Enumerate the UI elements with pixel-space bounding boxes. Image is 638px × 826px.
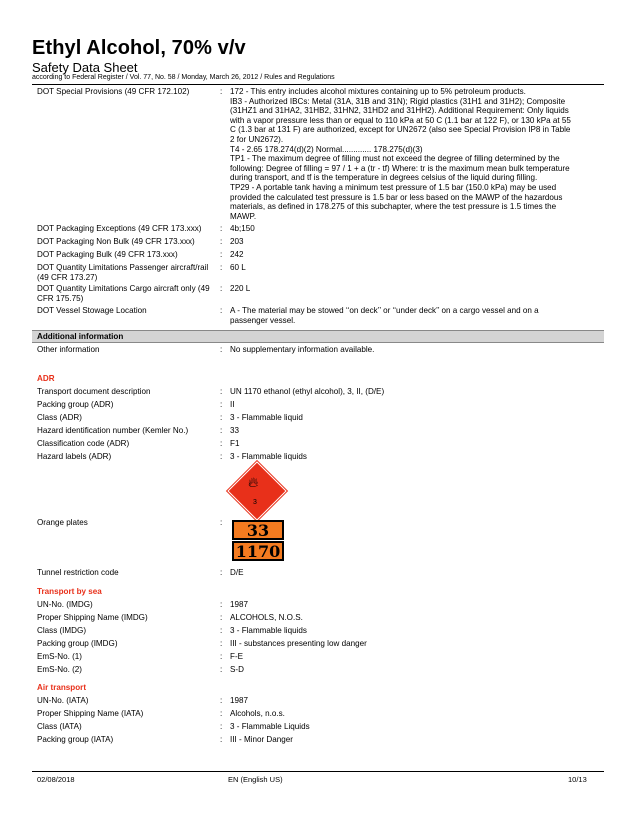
provision-line: (31HZ1 and 31HA2, 31HB2, 31HN2, 31HD2 and 31HH2). Additional Requirement: Only liquids bbox=[230, 106, 569, 116]
provision-line: T4 - 2.65 178.274(d)(2) Normal............. 178.275(d)(3) bbox=[230, 144, 423, 154]
flammable-liquid-hazard-label bbox=[228, 462, 284, 518]
row-label: DOT Special Provisions (49 CFR 172.102) bbox=[37, 87, 190, 96]
section-heading: Additional information bbox=[37, 332, 124, 341]
regulation-line: according to Federal Register / Vol. 77, No. 58 / Monday, March 26, 2012 / Rules and Regulations bbox=[32, 74, 335, 81]
footer-page-number: 10/13 bbox=[568, 775, 587, 784]
row-colon: : bbox=[220, 224, 223, 233]
label-line: DOT Quantity Limitations Passenger aircraft/rail bbox=[37, 263, 209, 272]
row-value: F1 bbox=[230, 439, 240, 448]
orange-plate-un-number: 1170 bbox=[232, 541, 284, 561]
document-subtitle: Safety Data Sheet bbox=[32, 60, 138, 75]
row-value: ALCOHOLS, N.O.S. bbox=[230, 613, 303, 622]
row-label: Other information bbox=[37, 345, 100, 354]
row-value: III - Minor Danger bbox=[230, 735, 293, 744]
additional-information-bar bbox=[32, 330, 604, 343]
provision-line: 2 for UN2672). bbox=[230, 134, 284, 144]
document-title: Ethyl Alcohol, 70% v/v bbox=[32, 37, 246, 59]
row-value: D/E bbox=[230, 568, 244, 577]
row-colon: : bbox=[220, 400, 223, 409]
flame-icon: 🔥︎ bbox=[248, 474, 259, 490]
row-colon: : bbox=[220, 263, 223, 272]
footer-date: 02/08/2018 bbox=[37, 775, 75, 784]
row-label: UN-No. (IMDG) bbox=[37, 600, 93, 609]
row-label: EmS-No. (1) bbox=[37, 652, 82, 661]
row-colon: : bbox=[220, 735, 223, 744]
row-label: Proper Shipping Name (IATA) bbox=[37, 709, 144, 718]
provision-line: IB3 - Authorized IBCs: Metal (31A, 31B and 31N); Rigid plastics (31H1 and 31H2); Composite bbox=[230, 96, 566, 106]
row-label: Tunnel restriction code bbox=[37, 568, 119, 577]
row-value: UN 1170 ethanol (ethyl alcohol), 3, II, (D/E) bbox=[230, 387, 385, 396]
footer-rule bbox=[32, 771, 604, 772]
row-value: II bbox=[230, 400, 235, 409]
value-line: A - The material may be stowed ‘‘on deck’’ or ‘‘under deck’’ on a cargo vessel and on a bbox=[230, 306, 539, 315]
diamond-class-number: 3 bbox=[253, 499, 257, 506]
row-label: Packing group (IMDG) bbox=[37, 639, 118, 648]
row-label: Class (ADR) bbox=[37, 413, 82, 422]
row-colon: : bbox=[220, 439, 223, 448]
row-value: 1987 bbox=[230, 696, 249, 705]
row-label: Packing group (ADR) bbox=[37, 400, 114, 409]
row-label bbox=[37, 284, 217, 303]
row-value: 3 - Flammable Liquids bbox=[230, 722, 310, 731]
orange-plate-hazard-number: 33 bbox=[232, 520, 284, 540]
row-value: III - substances presenting low danger bbox=[230, 639, 367, 648]
row-label: Hazard identification number (Kemler No.) bbox=[37, 426, 189, 435]
hazard-diamond bbox=[227, 461, 286, 520]
row-colon: : bbox=[220, 387, 223, 396]
row-value: 242 bbox=[230, 250, 244, 259]
row-value: 33 bbox=[230, 426, 240, 435]
provision-line: TP29 - A portable tank having a minimum test pressure of 1.5 bar (150.0 kPa) may be used bbox=[230, 182, 557, 192]
row-value: Alcohols, n.o.s. bbox=[230, 709, 285, 718]
row-colon: : bbox=[220, 452, 223, 461]
air-heading: Air transport bbox=[37, 683, 87, 692]
row-colon: : bbox=[220, 639, 223, 648]
value-line: passenger vessel. bbox=[230, 315, 296, 325]
row-value: 220 L bbox=[230, 284, 251, 293]
row-label: Orange plates bbox=[37, 518, 88, 527]
row-value bbox=[230, 87, 602, 221]
sea-heading: Transport by sea bbox=[37, 587, 102, 596]
row-value: 3 - Flammable liquids bbox=[230, 626, 307, 635]
row-colon: : bbox=[220, 87, 223, 96]
row-colon: : bbox=[220, 652, 223, 661]
row-colon: : bbox=[220, 518, 223, 527]
row-label: DOT Packaging Non Bulk (49 CFR 173.xxx) bbox=[37, 237, 195, 246]
row-colon: : bbox=[220, 665, 223, 674]
row-value: No supplementary information available. bbox=[230, 345, 375, 354]
row-label: EmS-No. (2) bbox=[37, 665, 82, 674]
provision-line: 172 - This entry includes alcohol mixtures containing up to 5% petroleum products. bbox=[230, 87, 526, 96]
row-label: DOT Packaging Exceptions (49 CFR 173.xxx) bbox=[37, 224, 202, 233]
row-colon: : bbox=[220, 568, 223, 577]
label-line: (49 CFR 173.27) bbox=[37, 272, 98, 282]
row-label: DOT Vessel Stowage Location bbox=[37, 306, 147, 315]
row-label: Class (IATA) bbox=[37, 722, 82, 731]
provision-line: with a vapor pressure less than or equal to 110 kPa at 50 C (1.1 bar at 122 F), or 130 kPa at 55 bbox=[230, 115, 571, 125]
row-value bbox=[230, 306, 602, 325]
adr-heading: ADR bbox=[37, 374, 55, 383]
row-value: S-D bbox=[230, 665, 244, 674]
row-colon: : bbox=[220, 709, 223, 718]
row-label: Packing group (IATA) bbox=[37, 735, 114, 744]
header-rule bbox=[32, 84, 604, 85]
row-value: F-E bbox=[230, 652, 244, 661]
provision-line: following: Degree of filling = 97 / 1 + a (tr - tf) Where: tr is the maximum mean bulk temperature bbox=[230, 163, 570, 173]
row-colon: : bbox=[220, 284, 223, 293]
row-value: 3 - Flammable liquids bbox=[230, 452, 307, 461]
row-value: 4b;150 bbox=[230, 224, 255, 233]
row-colon: : bbox=[220, 600, 223, 609]
row-label: Transport document description bbox=[37, 387, 151, 396]
row-value: 3 - Flammable liquid bbox=[230, 413, 303, 422]
row-colon: : bbox=[220, 250, 223, 259]
row-colon: : bbox=[220, 413, 223, 422]
provision-line: TP1 - The maximum degree of filling must not exceed the degree of filling determined by the bbox=[230, 154, 560, 164]
row-label: Class (IMDG) bbox=[37, 626, 87, 635]
provision-line: materials, as defined in 178.275 of this subchapter, where the test pressure is 1.5 times the bbox=[230, 202, 557, 212]
row-label: UN-No. (IATA) bbox=[37, 696, 89, 705]
row-label: Proper Shipping Name (IMDG) bbox=[37, 613, 148, 622]
row-colon: : bbox=[220, 626, 223, 635]
row-value: 203 bbox=[230, 237, 244, 246]
row-colon: : bbox=[220, 306, 223, 315]
footer-language: EN (English US) bbox=[228, 775, 283, 784]
row-value: 60 L bbox=[230, 263, 246, 272]
row-label bbox=[37, 263, 217, 282]
row-label: Classification code (ADR) bbox=[37, 439, 130, 448]
row-colon: : bbox=[220, 345, 223, 354]
label-line: DOT Quantity Limitations Cargo aircraft only (49 bbox=[37, 284, 210, 293]
provision-line: during transport, and tf is the temperature in degrees celsius of the liquid during filling. bbox=[230, 173, 538, 183]
row-colon: : bbox=[220, 237, 223, 246]
provision-line: MAWP. bbox=[230, 211, 257, 221]
label-line: CFR 175.75) bbox=[37, 293, 84, 303]
row-colon: : bbox=[220, 722, 223, 731]
provision-line: C (1.3 bar at 131 F) are authorized, except for UN2672 (also see Special Provision IP8 in Table bbox=[230, 125, 571, 135]
row-label: Hazard labels (ADR) bbox=[37, 452, 112, 461]
row-label: DOT Packaging Bulk (49 CFR 173.xxx) bbox=[37, 250, 178, 259]
row-colon: : bbox=[220, 426, 223, 435]
provision-line: provided the calculated test pressure is 1.5 bar or less based on the MAWP of the hazardous bbox=[230, 192, 563, 202]
row-colon: : bbox=[220, 613, 223, 622]
row-value: 1987 bbox=[230, 600, 249, 609]
row-colon: : bbox=[220, 696, 223, 705]
